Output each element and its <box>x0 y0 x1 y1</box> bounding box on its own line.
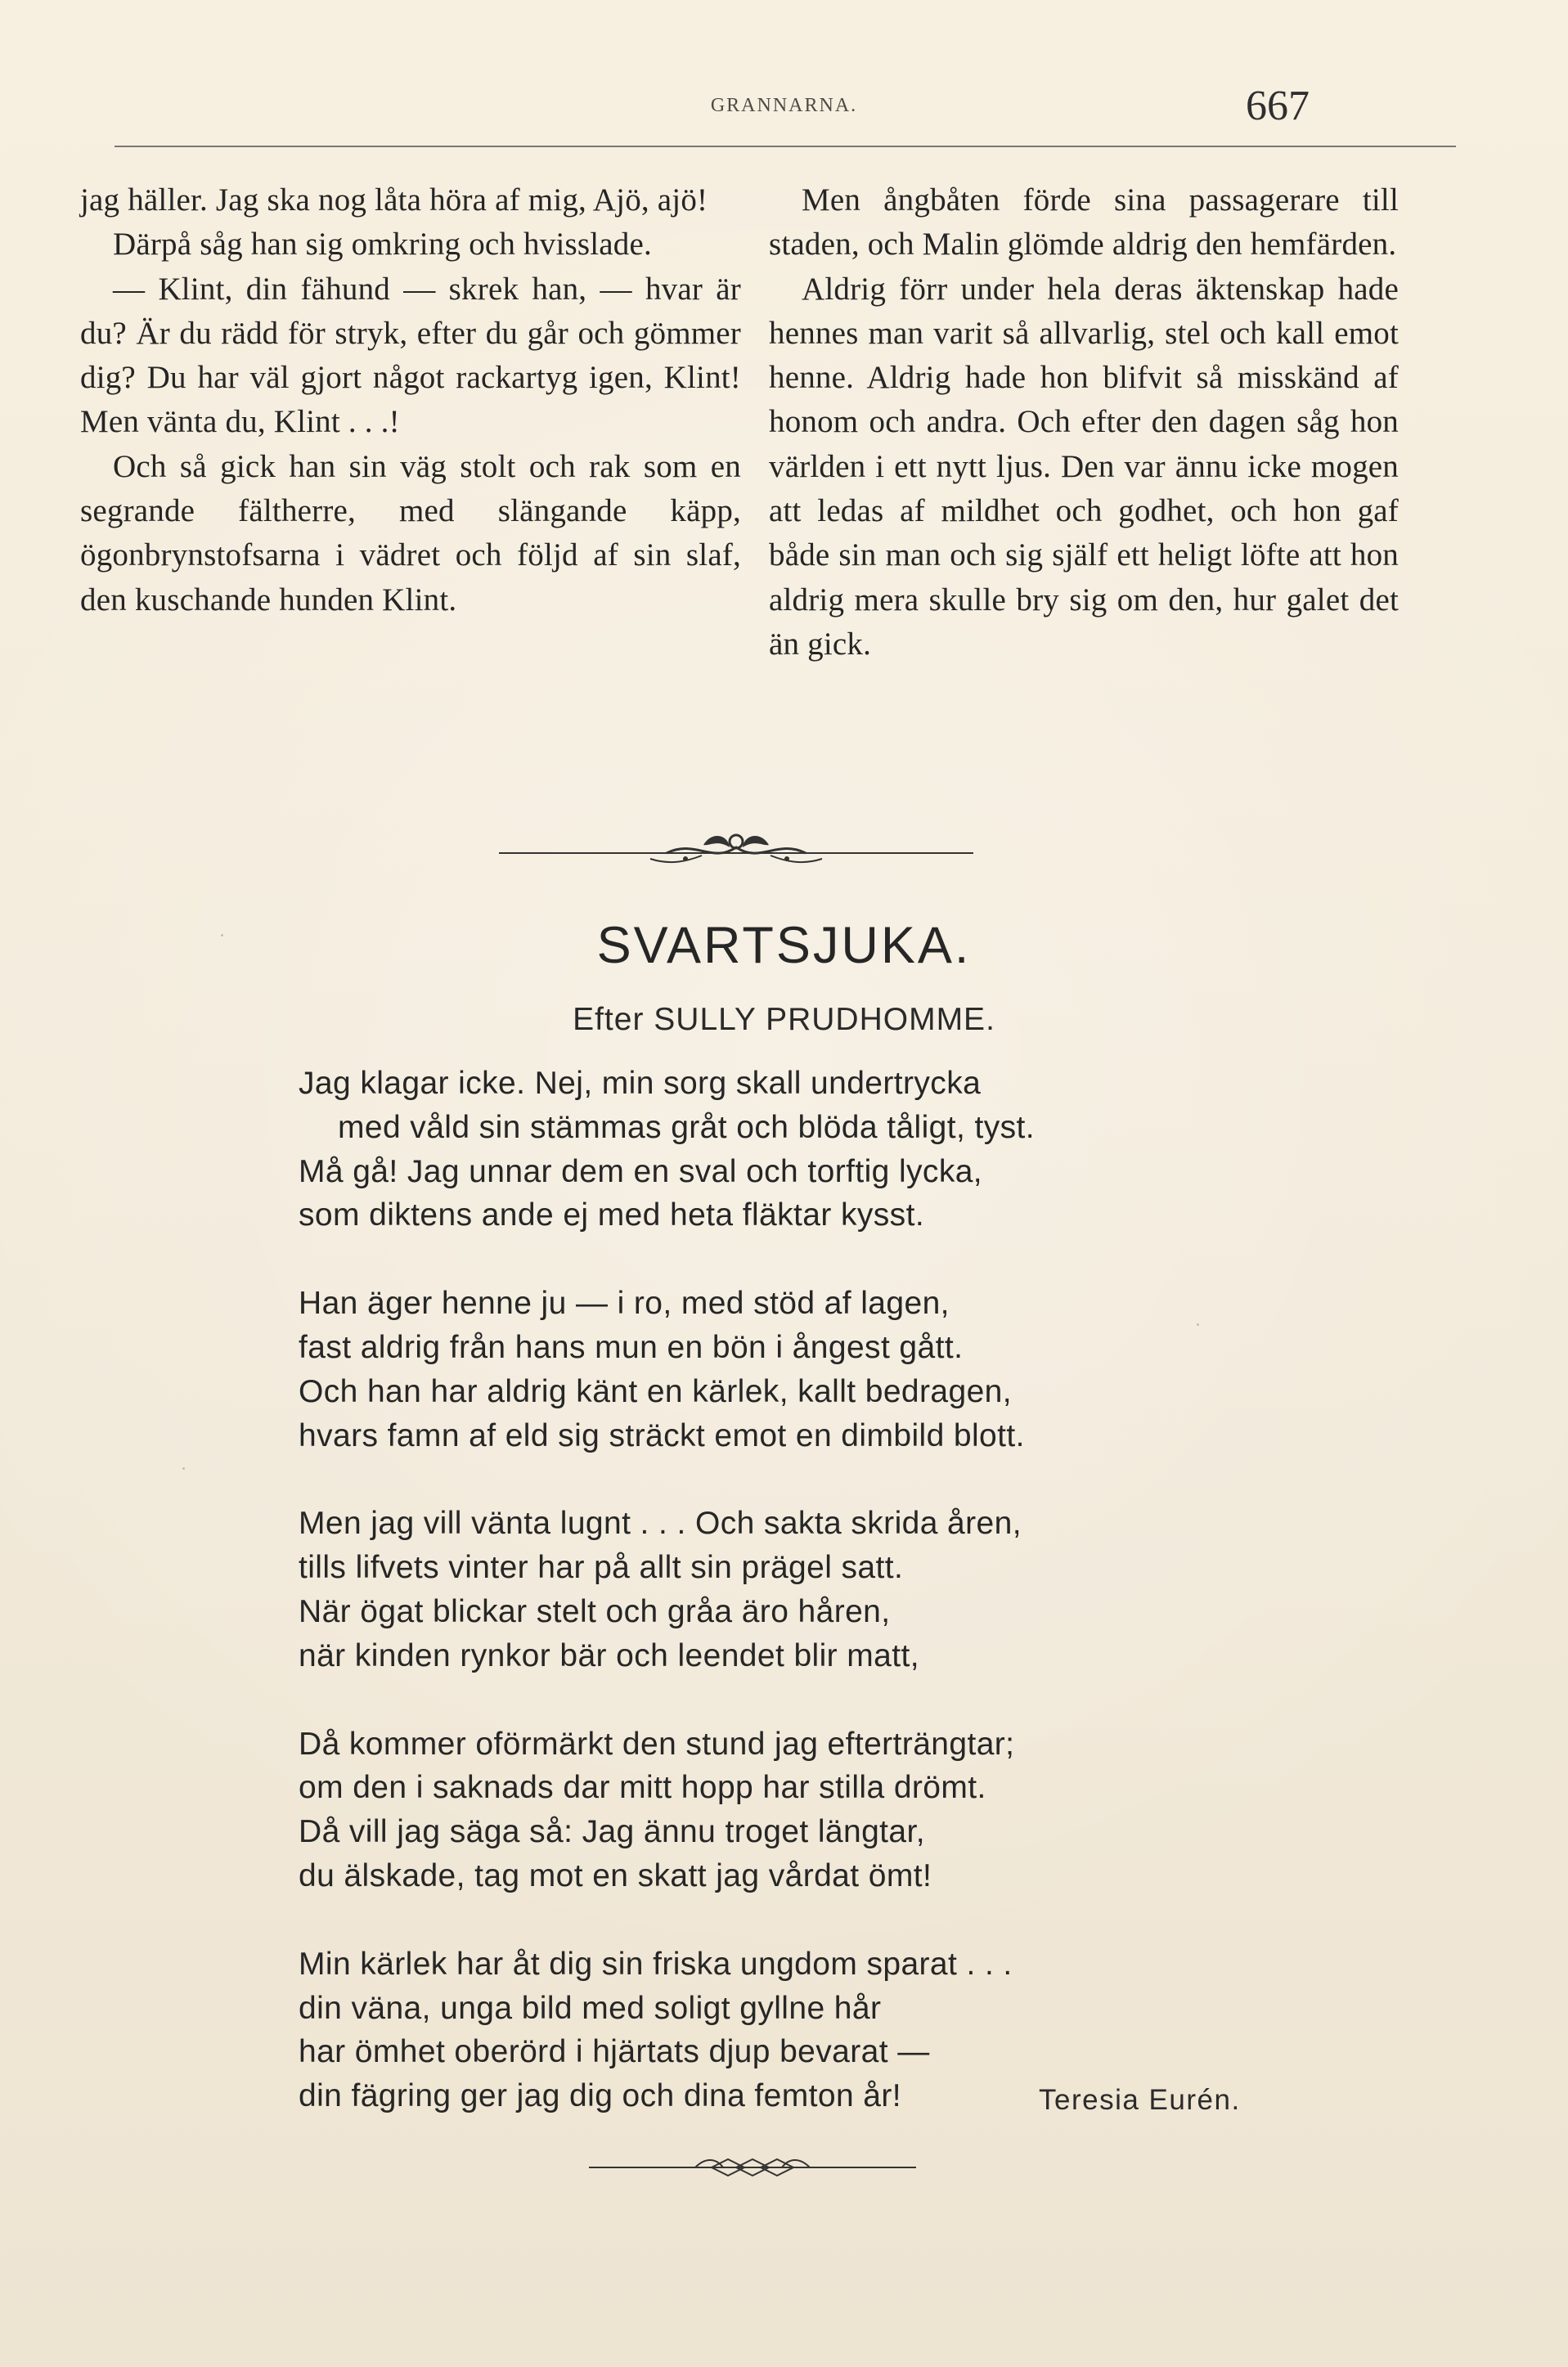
poem-body <box>299 1062 1264 2163</box>
poem-line: har ömhet oberörd i hjärtats djup bevarat — <box>299 2034 930 2070</box>
poem-line: tills lifvets vinter har på allt sin prägel satt. <box>299 1550 904 1586</box>
poem-line: din väna, unga bild med soligt gyllne hår <box>299 1990 882 2026</box>
poem-line: hvars famn af eld sig sträckt emot en dimbild blott. <box>299 1417 1025 1453</box>
poem-subtitle: Efter SULLY PRUDHOMME. <box>573 1002 995 1037</box>
poem-line: Och han har aldrig känt en kärlek, kallt bedragen, <box>299 1373 1013 1409</box>
poem-stanza-1 <box>299 1062 1264 1237</box>
page-number: 667 <box>1246 83 1310 129</box>
left-paragraph-4: Och så gick han sin väg stolt och rak som en segrande fältherre, med slängande käpp, ögonbrynstofsarna i vädret och följd af sin slaf, den kuschande hunden Klint. <box>80 448 741 618</box>
poem-line: Då vill jag säga så: Jag ännu troget längtar, <box>299 1814 925 1850</box>
poem-line: Min kärlek har åt dig sin friska ungdom sparat . . . <box>299 1946 1013 1982</box>
poem-line: Han äger henne ju — i ro, med stöd af lagen, <box>299 1286 950 1322</box>
poem-line: Då kommer oförmärkt den stund jag efterträngtar; <box>299 1726 1015 1762</box>
left-paragraph-2: Därpå såg han sig omkring och hvisslade. <box>113 227 652 263</box>
poem-stanza-3 <box>299 1502 1264 1678</box>
left-text-column <box>80 178 741 622</box>
poem-line: Jag klagar icke. Nej, min sorg skall undertrycka <box>299 1066 982 1101</box>
left-paragraph-1: jag häller. Jag ska nog låta höra af mig, Ajö, ajö! <box>80 182 708 218</box>
poem-line: om den i saknads dar mitt hopp har stilla drömt. <box>299 1770 986 1806</box>
paper-speck <box>221 934 223 936</box>
poem-line: din fägring ger jag dig och dina femton år! <box>299 2078 901 2114</box>
right-paragraph-1: Men ångbåten förde sina passagerare till staden, och Malin glömde aldrig den hemfärden. <box>769 182 1399 263</box>
poem-line: fast aldrig från hans mun en bön i ångest gått. <box>299 1329 964 1365</box>
poem-line: som diktens ande ej med heta fläktar kysst. <box>299 1197 925 1233</box>
poem-line: Må gå! Jag unnar dem en sval och torftig lycka, <box>299 1153 983 1189</box>
poem-line: med våld sin stämmas gråt och blöda tåligt, tyst. <box>338 1109 1035 1145</box>
ornamental-end-divider <box>589 2151 916 2181</box>
left-paragraph-3: — Klint, din fähund — skrek han, — hvar är du? Är du rädd för stryk, efter du går och gömmer dig? Du har väl gjort något rackartyg igen, Klint! Men vänta du, Klint . . .! <box>80 271 741 440</box>
right-text-column <box>769 178 1399 667</box>
poem-stanza-4 <box>299 1722 1264 1898</box>
header-rule <box>115 146 1456 147</box>
poem-line: när kinden rynkor bär och leendet blir matt, <box>299 1637 919 1673</box>
right-paragraph-2: Aldrig förr under hela deras äktenskap hade hennes man varit så allvarlig, stel och kall emot henne. Aldrig hade hon blifvit så misskänd af honom och andra. Och efter den dagen såg hon världen i ett nytt ljus. Den var ännu icke mogen att ledas af mildhet och godhet, och hon gaf både sin man och sig själf ett heligt löfte att hon aldrig mera skulle bry sig om den, hur galet det än gick. <box>769 271 1399 662</box>
paper-speck <box>182 1467 185 1470</box>
poem-line: Men jag vill vänta lugnt . . . Och sakta skrida åren, <box>299 1506 1022 1542</box>
ornamental-divider <box>499 816 973 882</box>
poem-line: När ögat blickar stelt och gråa äro håren, <box>299 1593 891 1629</box>
poem-signature: Teresia Eurén. <box>1039 2084 1241 2116</box>
poem-title: SVARTSJUKA. <box>596 917 972 974</box>
running-head: GRANNARNA. <box>710 95 858 116</box>
poem-stanza-2 <box>299 1282 1264 1457</box>
poem-line: du älskade, tag mot en skatt jag vårdat ömt! <box>299 1857 932 1893</box>
paper-speck <box>1197 1323 1199 1326</box>
